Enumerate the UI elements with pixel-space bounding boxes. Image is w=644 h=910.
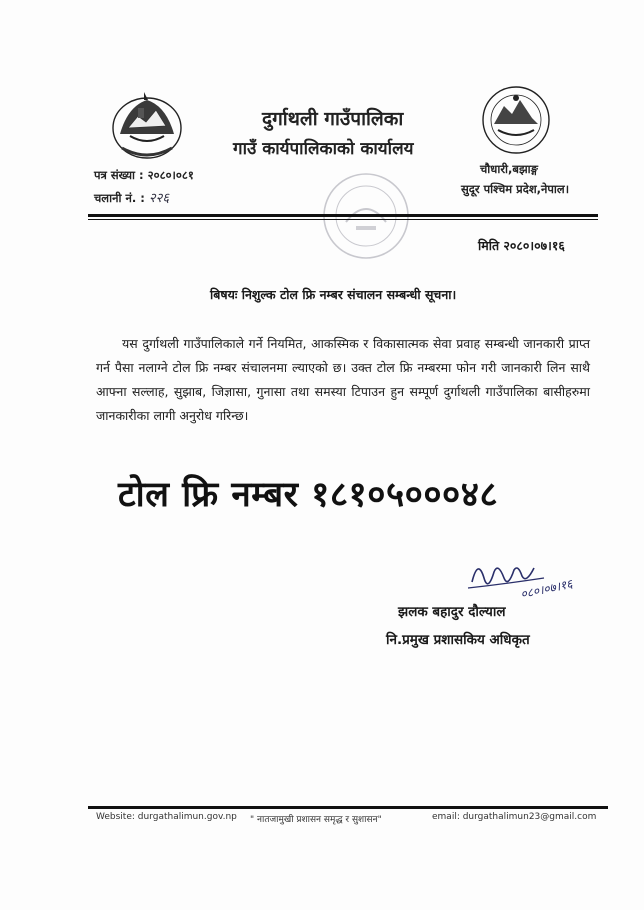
nepal-emblem-logo [108,88,186,164]
footer-email: email: durgathalimun23@gmail.com [432,812,597,822]
municipality-logo [480,84,552,156]
signature-date: ०८०।०७।१६ [519,576,574,602]
reference-number: पत्र संख्या : २०८०।०८१ [94,168,194,182]
letter-date: मिति २०८०।०७।१६ [478,238,565,253]
header-divider-thin [88,219,598,220]
municipality-name: दुर्गाथली गाउँपालिका [262,108,404,130]
tollfree-number: टोल फ्रि नम्बर १८१०५०००४८ [118,475,499,515]
footer-website: Website: durgathalimun.gov.np [96,812,237,822]
header-divider [88,214,598,217]
letter-subject: बिषयः निशुल्क टोल फ्रि नम्बर संचालन सम्बन्धी सूचना। [210,287,457,302]
address-line-1: चौधारी,बझाङ्ग [480,162,538,176]
dispatch-number [94,188,169,206]
office-name: गाउँ कार्यपालिकाको कार्यालय [233,139,414,159]
signatory-name: झलक बहादुर दौल्याल [398,604,506,620]
footer-divider [88,806,608,809]
address-line-2: सुदूर पश्चिम प्रदेश,नेपाल। [461,182,570,196]
dispatch-label: चलानी नं. : [94,191,145,205]
footer-motto: " नातजामुखी प्रशासन समृद्ध र सुशासन" [250,815,382,825]
letter-body: यस दुर्गाथली गाउँपालिकाले गर्ने नियमित, आकस्मिक र विकासात्मक सेवा प्रवाह सम्बन्धी जानकारी प्राप्त गर्न पैसा नलाग्ने टोल फ्रि नम्बर संचालनमा ल्याएको छ। उक्त टोल फ्रि नम्बरमा फोन गरी जानकारी लिन साथै आफ्ना सल्लाह, सुझाब, जिज्ञासा, गुनासा तथा समस्या टिपाउन हुन सम्पूर्ण दुर्गाथली गाउँपालिका बासीहरुमा जानकारीका लागी अनुरोध गरिन्छ। [96,336,590,423]
signatory-title: नि.प्रमुख प्रशासकिय अधिकृत [386,632,530,648]
dispatch-value: २२६ [148,191,170,206]
